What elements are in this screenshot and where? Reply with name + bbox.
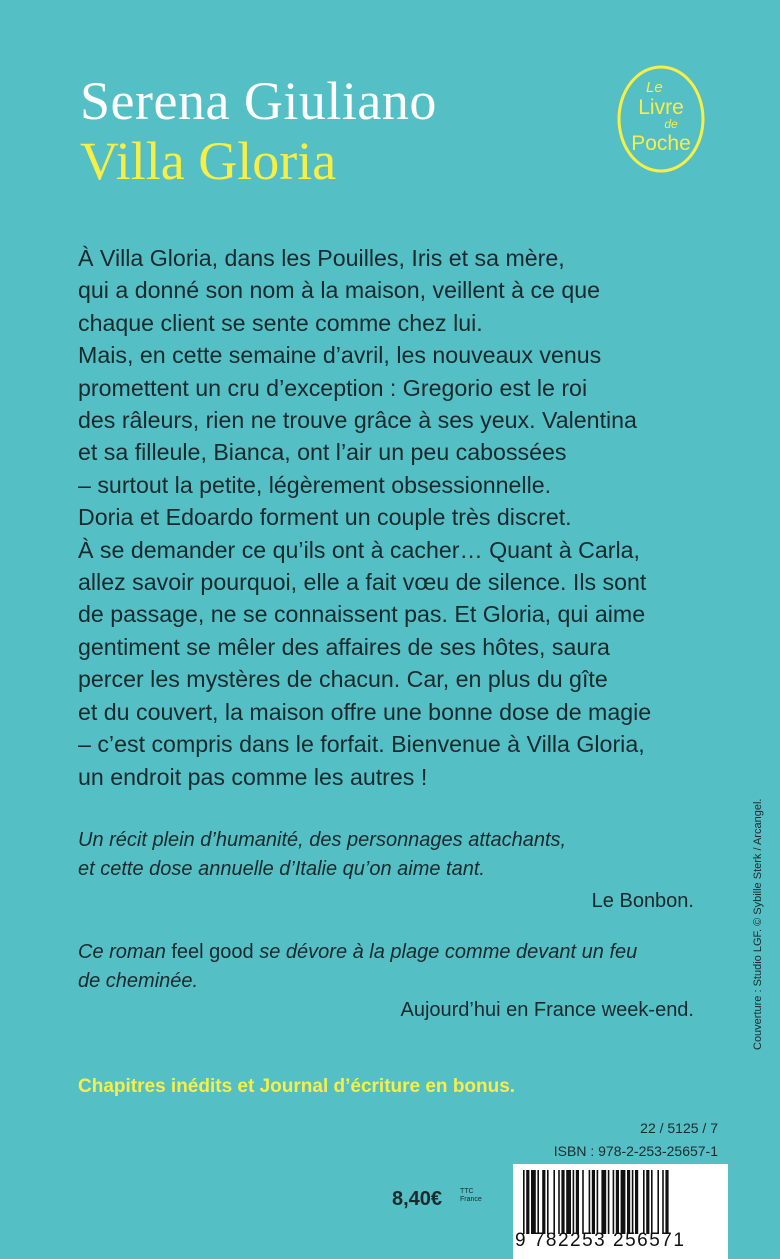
barcode-bar — [635, 1170, 638, 1234]
barcode-bar — [646, 1170, 649, 1234]
quote-line: de cheminée. — [78, 970, 199, 992]
barcode-bar — [608, 1170, 610, 1234]
logo-line-4: Poche — [631, 132, 691, 155]
summary-line: À Villa Gloria, dans les Pouilles, Iris et sa mère, — [78, 245, 565, 271]
publisher-logo — [616, 64, 706, 174]
summary-line: percer les mystères de chacun. Car, en plus du gîte — [78, 666, 608, 693]
barcode-bar — [576, 1170, 579, 1234]
barcode-bar — [566, 1170, 571, 1234]
summary-line: chaque client se sente comme chez lui. — [78, 309, 483, 336]
barcode-bar — [613, 1170, 615, 1234]
barcode — [513, 1164, 728, 1259]
book-title: Villa Gloria — [80, 131, 337, 191]
author-name: Serena Giuliano — [80, 71, 437, 131]
summary-line: qui a donné son nom à la maison, veillent à ce que — [78, 277, 601, 304]
barcode-bar — [643, 1170, 645, 1234]
barcode-bar — [627, 1170, 630, 1234]
price-note: TTC France — [460, 1188, 482, 1203]
summary-line: gentiment se mêler des affaires de ses hôtes, saura — [78, 633, 610, 660]
barcode-bar — [665, 1170, 668, 1234]
summary-line: promettent un cru d’exception : Gregorio est le roi — [78, 374, 588, 401]
barcode-bar — [582, 1170, 584, 1234]
quote-source-2: Aujourd’hui en France week-end. — [400, 999, 694, 1021]
barcode-bar — [597, 1170, 599, 1234]
barcode-bar — [558, 1170, 560, 1234]
barcode-bar — [621, 1170, 626, 1234]
barcode-number: 9 782253 256571 — [515, 1230, 686, 1251]
bonus-note: Chapitres inédits et Journal d’écriture en bonus. — [78, 1076, 516, 1097]
barcode-bar — [616, 1170, 619, 1234]
summary-line: et du couvert, la maison offre une bonne dose de magie — [78, 698, 652, 725]
barcode-bar — [526, 1170, 529, 1234]
barcode-bar — [651, 1170, 653, 1234]
summary-text — [78, 242, 738, 793]
summary-line: À se demander ce qu’ils ont à cacher… Quant à Carla, — [78, 536, 640, 563]
summary-line: et sa filleule, Bianca, ont l’air un peu cabossées — [78, 439, 567, 466]
barcode-bar — [592, 1170, 595, 1234]
barcode-bar — [537, 1170, 539, 1234]
summary-line: allez savoir pourquoi, elle a fait vœu de silence. Ils sont — [78, 569, 647, 596]
barcode-bar — [573, 1170, 575, 1234]
quote-line: Ce roman feel good se dévore à la plage comme devant un feu — [78, 941, 638, 963]
price: 8,40€ — [392, 1188, 443, 1210]
press-quote-2 — [78, 938, 718, 996]
quote-line: et cette dose annuelle d’Italie qu’on aime tant. — [78, 858, 485, 880]
barcode-bar — [657, 1170, 659, 1234]
reference-number: 22 / 5125 / 7 — [640, 1120, 718, 1136]
summary-line: Mais, en cette semaine d’avril, les nouveaux venus — [78, 342, 602, 369]
cover-credit: Couverture : Studio LGF. © Sybille Sterk / Arcangel. — [752, 798, 764, 1050]
summary-line: Doria et Edoardo forment un couple très discret. — [78, 504, 572, 531]
barcode-bar — [589, 1170, 591, 1234]
barcode-bar — [601, 1170, 606, 1234]
barcode-bar — [553, 1170, 555, 1234]
barcode-bar — [531, 1170, 536, 1234]
barcode-bar — [632, 1170, 634, 1234]
barcode-bars — [523, 1170, 719, 1234]
summary-line: des râleurs, rien ne trouve grâce à ses yeux. Valentina — [78, 407, 637, 434]
summary-line: un endroit pas comme les autres ! — [78, 763, 428, 790]
press-quote-1 — [78, 826, 718, 884]
quote-line: Un récit plein d’humanité, des personnages attachants, — [78, 829, 567, 851]
quote-source-1: Le Bonbon. — [591, 890, 694, 912]
summary-line: – surtout la petite, légèrement obsessionnelle. — [78, 471, 552, 498]
barcode-bar — [662, 1170, 664, 1234]
logo-line-3: de — [664, 117, 678, 131]
logo-line-1: Le — [646, 79, 663, 96]
summary-line: – c’est compris dans le forfait. Bienvenue à Villa Gloria, — [78, 731, 645, 758]
isbn: ISBN : 978-2-253-25657-1 — [553, 1143, 718, 1159]
logo-line-2: Livre — [638, 96, 684, 119]
summary-line: de passage, ne se connaissent pas. Et Gloria, qui aime — [78, 601, 646, 628]
barcode-bar — [542, 1170, 545, 1234]
barcode-bar — [523, 1170, 525, 1234]
barcode-bar — [547, 1170, 549, 1234]
barcode-bar — [561, 1170, 564, 1234]
